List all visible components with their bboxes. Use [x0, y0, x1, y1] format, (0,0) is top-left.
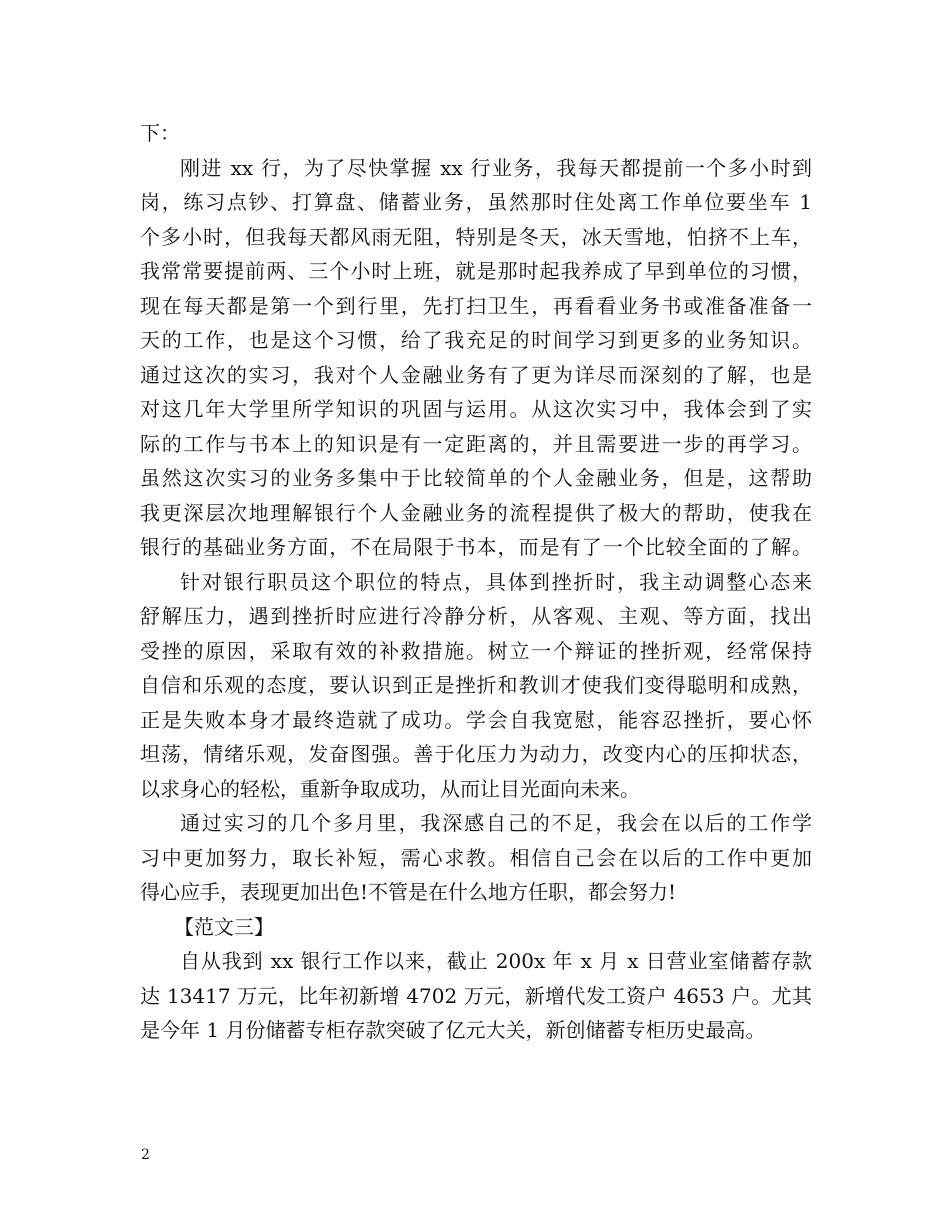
section-heading: 【范文三】	[174, 914, 274, 939]
paragraph-start-line: 刚进 xx 行，为了尽快掌握 xx 行业务，我每天都提前一个多小时到	[180, 155, 812, 180]
text-line: 达 13417 万元，比年初新增 4702 万元，新增代发工资户 4653 户。尤其	[140, 983, 812, 1008]
text-line: 习中更加努力，取长补短，需心求教。相信自己会在以后的工作中更加	[140, 845, 812, 870]
paragraph-start-line: 通过实习的几个多月里，我深感自己的不足，我会在以后的工作学	[180, 811, 812, 835]
document-body	[140, 116, 812, 1048]
paragraph-start-line: 针对银行职员这个职位的特点，具体到挫折时，我主动调整心态来	[180, 569, 812, 594]
text-line: 现在每天都是第一个到行里，先打扫卫生，再看看业务书或准备准备一	[140, 293, 812, 318]
text-line: 以求身心的轻松，重新争取成功，从而让目光面向未来。	[140, 776, 640, 801]
text-line: 我常常要提前两、三个小时上班，就是那时起我养成了早到单位的习惯，	[140, 259, 812, 283]
paragraph-start-line: 自从我到 xx 银行工作以来，截止 200x 年 x 月 x 日营业室储蓄存款	[180, 949, 812, 973]
text-line: 岗，练习点钞、打算盘、储蓄业务，虽然那时住处离工作单位要坐车 1	[140, 190, 812, 214]
text-line: 正是失败本身才最终造就了成功。学会自我宽慰，能容忍挫折，要心怀	[140, 707, 812, 732]
text-line: 际的工作与书本上的知识是有一定距离的，并且需要进一步的再学习。	[140, 431, 812, 456]
text-line: 我更深层次地理解银行个人金融业务的流程提供了极大的帮助，使我在	[140, 500, 812, 525]
text-line: 对这几年大学里所学知识的巩固与运用。从这次实习中，我体会到了实	[140, 397, 812, 421]
text-line: 下：	[140, 121, 180, 145]
text-line: 受挫的原因，采取有效的补救措施。树立一个辩证的挫折观，经常保持	[140, 638, 812, 663]
text-line: 天的工作，也是这个习惯，给了我充足的时间学习到更多的业务知识。	[140, 328, 812, 352]
text-line: 银行的基础业务方面，不在局限于书本，而是有了一个比较全面的了解。	[140, 535, 812, 559]
text-line: 舒解压力，遇到挫折时应进行冷静分析，从客观、主观、等方面，找出	[140, 604, 812, 628]
text-line: 是今年 1 月份储蓄专柜存款突破了亿元大关，新创储蓄专柜历史最高。	[140, 1018, 766, 1042]
text-line: 坦荡，情绪乐观，发奋图强。善于化压力为动力，改变内心的压抑状态，	[140, 742, 812, 766]
text-line: 个多小时，但我每天都风雨无阻，特别是冬天，冰天雪地，怕挤不上车，	[140, 224, 812, 249]
text-line: 虽然这次实习的业务多集中于比较简单的个人金融业务，但是，这帮助	[140, 466, 812, 490]
page-number: 2	[141, 1147, 150, 1163]
text-line: 得心应手，表现更加出色!不管是在什么地方任职，都会努力!	[140, 880, 677, 904]
text-line: 通过这次的实习，我对个人金融业务有了更为详尽而深刻的了解，也是	[140, 362, 812, 387]
text-line: 自信和乐观的态度，要认识到正是挫折和教训才使我们变得聪明和成熟，	[140, 673, 812, 697]
